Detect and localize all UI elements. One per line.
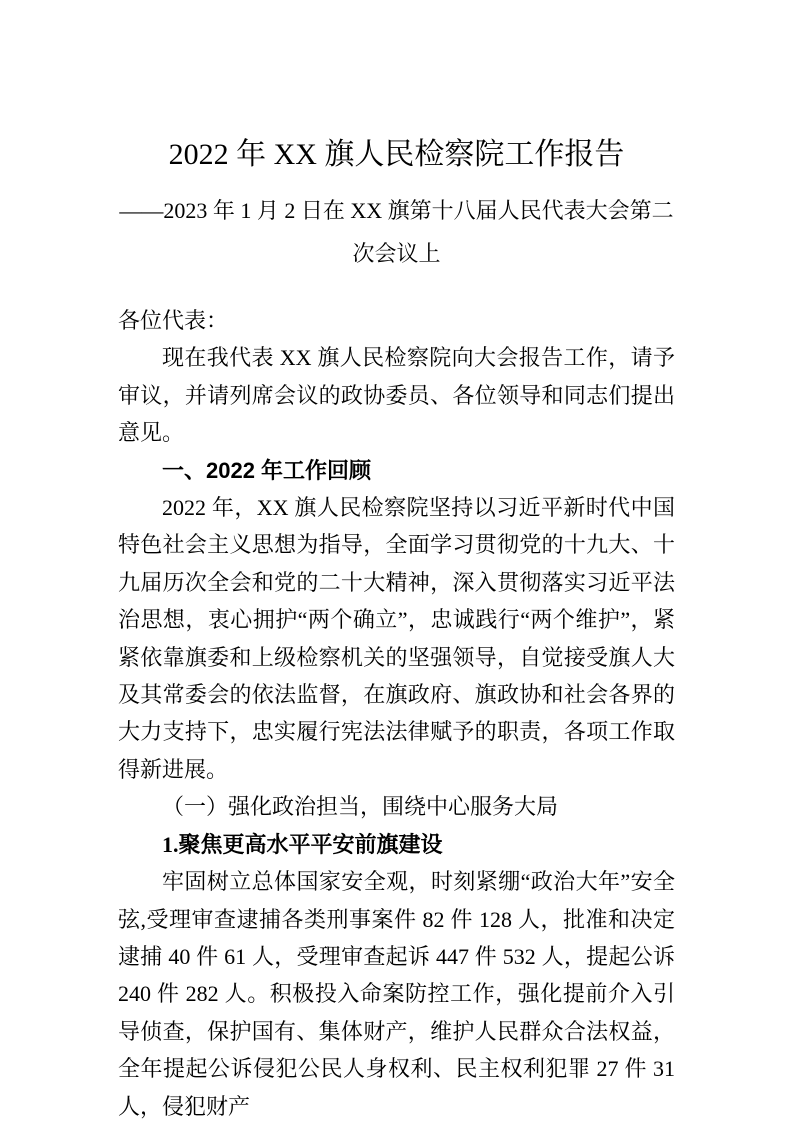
salutation: 各位代表： <box>118 308 229 333</box>
document-subtitle: ——2023 年 1 月 2 日在 XX 旗第十八届人民代表大会第二次会议上 <box>119 198 674 266</box>
section-heading-2022-review: 一、2022 年工作回顾 <box>162 457 372 483</box>
paragraph-introduction: 现在我代表 XX 旗人民检察院向大会报告工作，请予审议，并请列席会议的政协委员、各位领导和同志们提出意见。 <box>118 345 675 446</box>
paragraph-overview: 2022 年，XX 旗人民检察院坚持以习近平新时代中国特色社会主义思想为指导，全面学习贯彻党的十九大、十九届历次全会和党的二十大精神，深入贯彻落实习近平法治思想，衷心拥护“两个确立”，忠诚践行“两个维护”，紧紧依靠旗委和上级检察机关的坚强领导，自觉接受旗人大及其常委会的依法监督，在旗政府、旗政协和社会各界的大力支持下，忠实履行宪法法律赋予的职责，各项工作取得新进展。 <box>118 495 675 782</box>
document-title: 2022 年 XX 旗人民检察院工作报告 <box>168 138 625 171</box>
paragraph-case-statistics: 牢固树立总体国家安全观，时刻紧绷“政治大年”安全弦,受理审查逮捕各类刑事案件 82 件 128 人，批准和决定逮捕 40 件 61 人，受理审查起诉 447 件 532 人，提起公诉 240 件 282 人。积极投入命案防控工作，强化提前介入引导侦查，保护国有、集体财产，维护人民群众合法权益，全年提起公诉侵犯公民人身权利、民主权利犯罪 27 件 31 人，侵犯财产 <box>118 869 675 1119</box>
document-body <box>118 302 675 1122</box>
subsubsection-heading-safe-banner-construction: 1.聚焦更高水平平安前旗建设 <box>162 831 443 857</box>
subsection-heading-political-responsibility: （一）强化政治担当，围绕中心服务大局 <box>162 794 559 820</box>
